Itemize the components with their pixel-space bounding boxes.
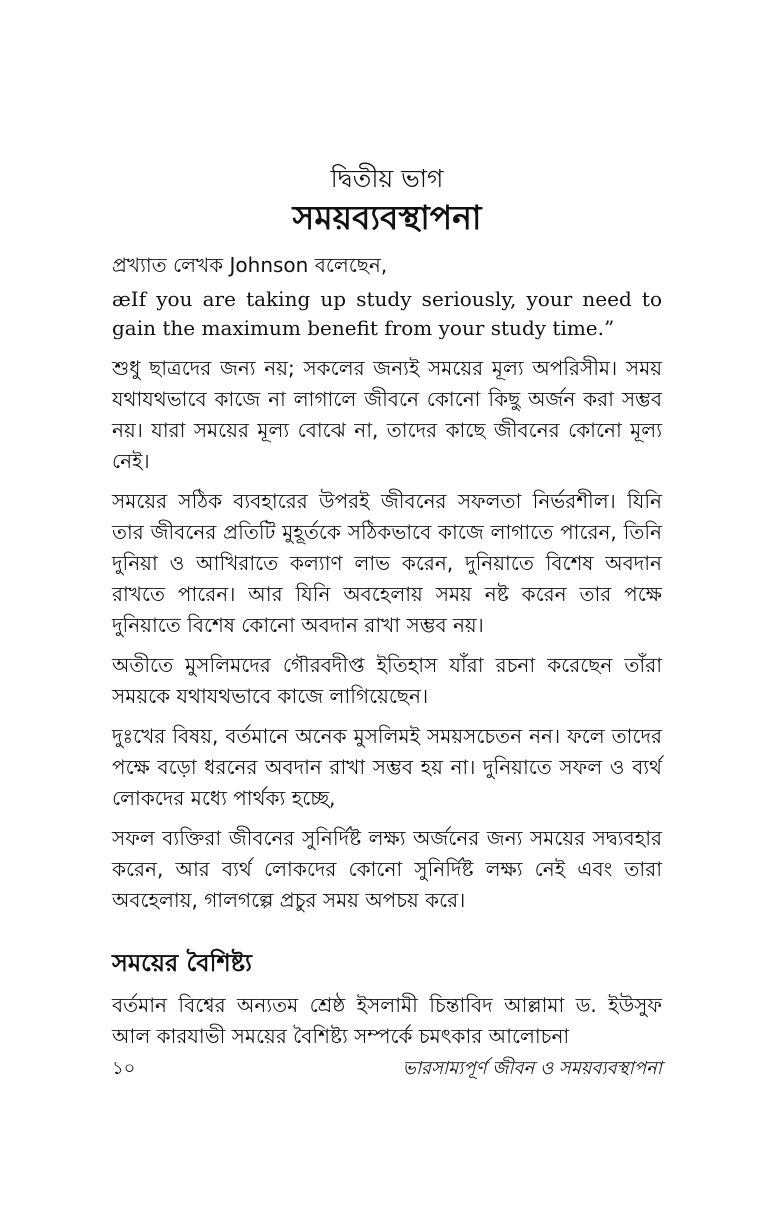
page-footer bbox=[112, 1054, 662, 1084]
page-number: ১০ bbox=[112, 1058, 136, 1079]
page-body bbox=[112, 162, 662, 1061]
part-title: দ্বিতীয় ভাগ bbox=[330, 164, 444, 193]
section-paragraph: বর্তমান বিশ্বের অন্যতম শ্রেষ্ঠ ইসলামী চিন্তাবিদ আল্লামা ড. ইউসুফ আল কারযাভী সময়ের বৈশিষ্ট্য সম্পর্কে চমৎকার আলোচনা bbox=[112, 993, 662, 1048]
chapter-title: সময়ব্যবস্থাপনা bbox=[292, 198, 482, 237]
paragraph: সময়ের সঠিক ব্যবহারের উপরই জীবনের সফলতা নির্ভরশীল। যিনি তার জীবনের প্রতিটি মুহূর্তকে সঠিকভাবে কাজে লাগাতে পারেন, তিনি দুনিয়া ও আখিরাতে কল্যাণ লাভ করেন, দুনিয়াতে বিশেষ অবদান রাখতে পারেন। আর যিনি অবহেলায় সময় নষ্ট করেন তার পক্ষে দুনিয়াতে বিশেষ কোনো অবদান রাখা সম্ভব নয়। bbox=[112, 489, 662, 637]
running-title: ভারসাম্যপূর্ণ জীবন ও সময়ব্যবস্থাপনা bbox=[402, 1058, 662, 1079]
paragraph: শুধু ছাত্রদের জন্য নয়; সকলের জন্যই সময়ের মূল্য অপরিসীম। সময় যথাযথভাবে কাজে না লাগালে জীবনে কোনো কিছু অর্জন করা সম্ভব নয়। যারা সময়ের মূল্য বোঝে না, তাদের কাছে জীবনের কোনো মূল্য নেই। bbox=[112, 356, 662, 473]
paragraph: অতীতে মুসলিমদের গৌরবদীপ্ত ইতিহাস যাঁরা রচনা করেছেন তাঁরা সময়কে যথাযথভাবে কাজে লাগিয়েছেন। bbox=[112, 653, 662, 708]
section-heading: সময়ের বৈশিষ্ট্য bbox=[112, 949, 252, 977]
paragraph: সফল ব্যক্তিরা জীবনের সুনির্দিষ্ট লক্ষ্য অর্জনের জন্য সময়ের সদ্ব্যবহার করেন, আর ব্যর্থ লোকদের কোনো সুনির্দিষ্ট লক্ষ্য নেই এবং তারা অবহেলায়, গালগল্পে প্রচুর সময় অপচয় করে। bbox=[112, 826, 662, 912]
quote-text: ӕIf you are taking up study seriously, your need to gain the maximum benefit from your study time.” bbox=[112, 287, 662, 340]
intro-line: প্রখ্যাত লেখক Johnson বলেছেন, bbox=[112, 253, 388, 277]
paragraph: দুঃখের বিষয়, বর্তমানে অনেক মুসলিমই সময়সচেতন নন। ফলে তাদের পক্ষে বড়ো ধরনের অবদান রাখা সম্ভব হয় না। দুনিয়াতে সফল ও ব্যর্থ লোকদের মধ্যে পার্থক্য হচ্ছে, bbox=[112, 724, 662, 810]
